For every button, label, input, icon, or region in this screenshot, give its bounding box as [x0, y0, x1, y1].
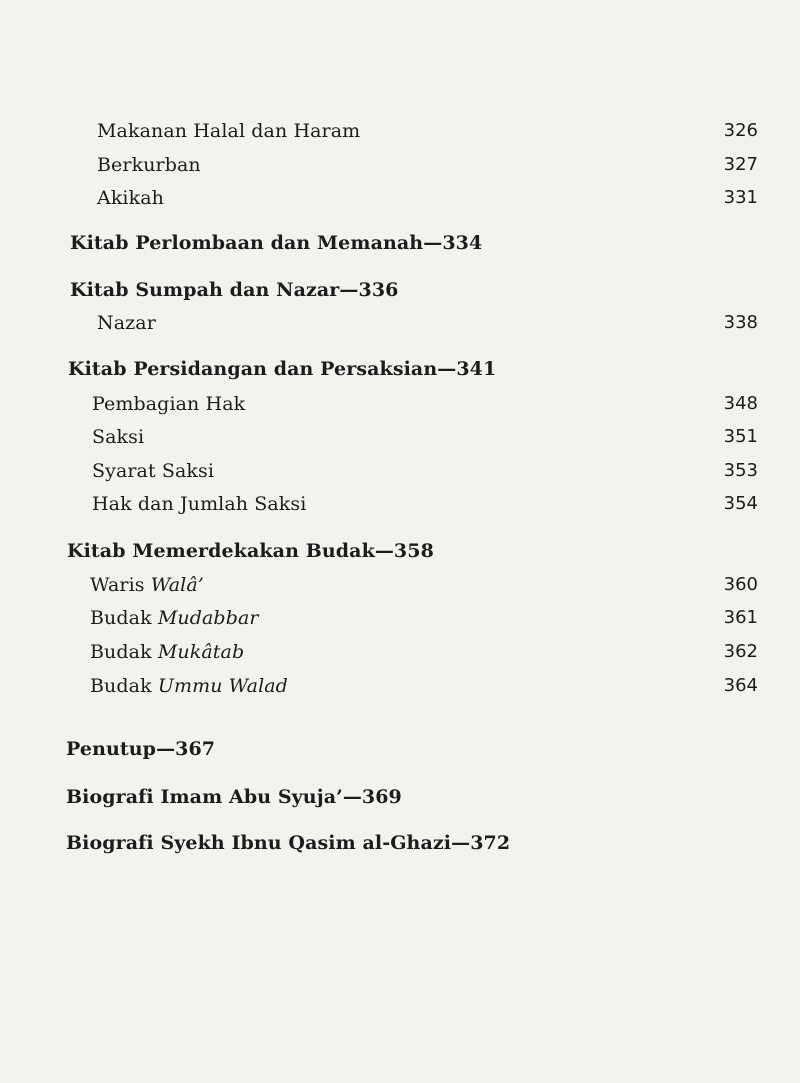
toc-entry: [90, 641, 244, 663]
toc-entry-label: Nazar: [97, 312, 156, 334]
toc-entry: [92, 493, 306, 515]
toc-entry-label: Pembagian Hak: [92, 393, 246, 415]
toc-chapter-heading: Penutup—367: [66, 738, 216, 760]
toc-entry-page: 364: [723, 675, 758, 696]
toc-entry: [92, 393, 245, 415]
toc-entry-page: 362: [723, 641, 758, 662]
toc-chapter-heading: Kitab Sumpah dan Nazar—336: [70, 279, 399, 301]
toc-chapter-heading: Kitab Persidangan dan Persaksian—341: [68, 358, 497, 380]
toc-entry-label: Makanan Halal dan Haram: [97, 120, 361, 142]
toc-entry: [97, 120, 360, 142]
toc-entry: [97, 187, 164, 209]
toc-entry-page: 361: [723, 607, 758, 628]
toc-entry-page: 331: [723, 187, 758, 208]
toc-entry-label-prefix: Budak: [90, 607, 158, 629]
toc-entry-page: 338: [723, 312, 758, 333]
toc-entry: [97, 312, 156, 334]
toc-entry-page: 327: [723, 154, 758, 175]
toc-entry-page: 354: [723, 493, 758, 514]
toc-entry-label-italic: Mukâtab: [157, 641, 245, 663]
toc-entry-label-prefix: Waris: [90, 574, 151, 596]
toc-entry-label-prefix: Budak: [90, 675, 158, 697]
toc-entry-page: 360: [723, 574, 758, 595]
toc-chapter-heading: Kitab Perlombaan dan Memanah—334: [70, 232, 483, 254]
toc-entry-page: 326: [723, 120, 758, 141]
toc-entry: [90, 607, 259, 629]
toc-entry-label: Syarat Saksi: [92, 460, 215, 482]
toc-entry: [90, 574, 204, 596]
toc-chapter-heading: Biografi Syekh Ibnu Qasim al-Ghazi—372: [66, 832, 511, 854]
toc-entry-page: 351: [723, 426, 758, 447]
toc-chapter-heading: Biografi Imam Abu Syuja’—369: [66, 786, 402, 808]
toc-entry-label: Hak dan Jumlah Saksi: [92, 493, 307, 515]
toc-entry: [90, 675, 288, 697]
toc-entry-page: 353: [723, 460, 758, 481]
toc-entry-label-italic: Ummu Walad: [157, 675, 288, 697]
toc-entry-label-prefix: Budak: [90, 641, 158, 663]
toc-entry: [92, 460, 214, 482]
toc-entry-label-italic: Walâ’: [150, 574, 204, 596]
toc-entry-page: 348: [723, 393, 758, 414]
toc-entry-label: Saksi: [92, 426, 145, 448]
toc-entry-label: Berkurban: [97, 154, 201, 176]
toc-entry: [92, 426, 144, 448]
toc-chapter-heading: Kitab Memerdekakan Budak—358: [67, 540, 434, 562]
toc-entry-label: Akikah: [97, 187, 164, 209]
toc-entry-label-italic: Mudabbar: [157, 607, 259, 629]
toc-entry: [97, 154, 201, 176]
